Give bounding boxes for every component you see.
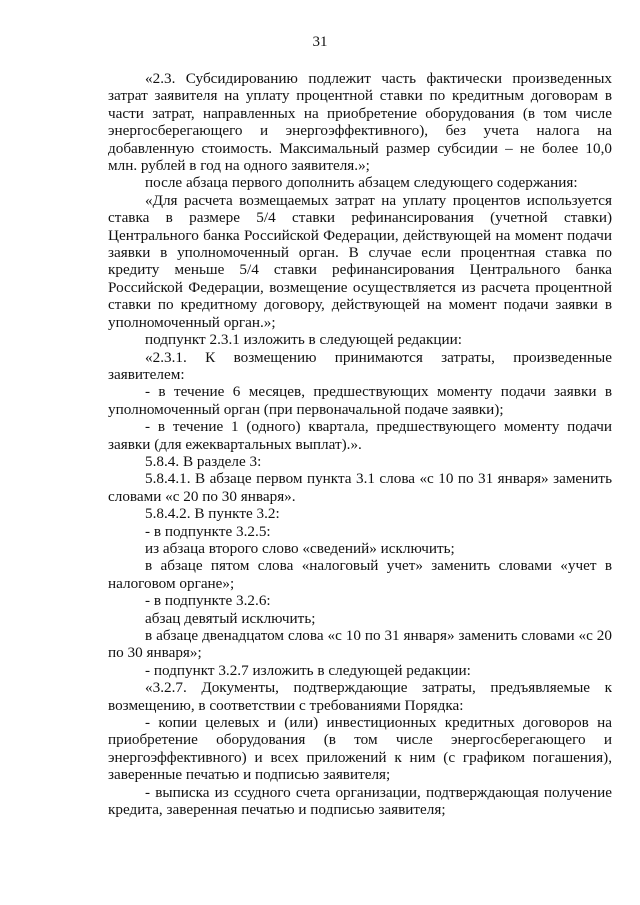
list-item-vypiska: - выписка из ссудного счета организации, подтверждающая получение кредита, заверенная печатью и подписью заявителя;	[108, 783, 612, 819]
paragraph-nalogovy-uchet: в абзаце пятом слова «налоговый учет» заменить словами «учет в налоговом органе»;	[108, 557, 612, 592]
paragraph-5-8-4-2: 5.8.4.2. В пункте 3.2:	[145, 505, 280, 523]
paragraph-svedeniy: из абзаца второго слово «сведений» исключить;	[145, 539, 455, 557]
list-item-3-2-7-instruction: - подпункт 3.2.7 изложить в следующей редакции:	[145, 661, 471, 679]
list-item-1-quarter: - в течение 1 (одного) квартала, предшествующего моменту подачи заявки (для ежеквартальных выплат).».	[108, 418, 612, 453]
paragraph-2-3-1: «2.3.1. К возмещению принимаются затраты, произведенные заявителем:	[108, 348, 612, 383]
list-item-3-2-5: - в подпункте 3.2.5:	[145, 522, 271, 540]
paragraph-2-3-1-instruction: подпункт 2.3.1 изложить в следующей редакции:	[145, 331, 462, 349]
paragraph-abzac-dvenadcatyi: в абзаце двенадцатом слова «с 10 по 31 января» заменить словами «с 20 по 30 января»;	[108, 627, 612, 662]
paragraph-5-8-4: 5.8.4. В разделе 3:	[145, 452, 262, 470]
list-item-3-2-6: - в подпункте 3.2.6:	[145, 592, 271, 610]
paragraph-2-3: «2.3. Субсидированию подлежит часть фактически произведенных затрат заявителя на уплату процентной ставки по кредитным договорам в части затрат, направленных на приобретение оборудования (в том числе энергосберегающего и энергоэффективного), без учета налога на добавленную стоимость. Максимальный размер субсидии – не более 10,0 млн. рублей в год на одного заявителя.»;	[108, 70, 612, 175]
paragraph-rate-calculation: «Для расчета возмещаемых затрат на уплату процентов используется ставка в размере 5/4 ставки рефинансирования (учетной ставки) Центрального банка Российской Федерации, действующей на момент подачи заявки в уполномоченный орган. В случае если процентная ставка по кредиту меньше 5/4 ставки рефинансирования Центрального банка Российской Федерации, возмещение осуществляется из расчета процентной ставки по кредитному договору, действующей на момент подачи заявки в уполномоченный орган.»;	[108, 191, 612, 331]
page-number: 31	[312, 34, 328, 50]
list-item-kopii-dogovorov: - копии целевых и (или) инвестиционных кредитных договоров на приобретение оборудования (в том числе энергосберегающего и энергоэффективного) и всех приложений к ним (с графиком погашения), заверенные печатью и подписью заявителя;	[108, 714, 612, 784]
document-body	[108, 70, 612, 818]
paragraph-3-2-7: «3.2.7. Документы, подтверждающие затраты, предъявляемые к возмещению, в соответствии с требованиями Порядка:	[108, 679, 612, 714]
paragraph-5-8-4-1: 5.8.4.1. В абзаце первом пункта 3.1 слова «с 10 по 31 января» заменить словами «с 20 по 30 января».	[108, 470, 612, 505]
paragraph-abzac-devyatyi: абзац девятый исключить;	[145, 609, 316, 627]
paragraph-insert-instruction: после абзаца первого дополнить абзацем следующего содержания:	[145, 174, 578, 192]
list-item-6-months: - в течение 6 месяцев, предшествующих моменту подачи заявки в уполномоченный орган (при первоначальной подаче заявки);	[108, 383, 612, 418]
